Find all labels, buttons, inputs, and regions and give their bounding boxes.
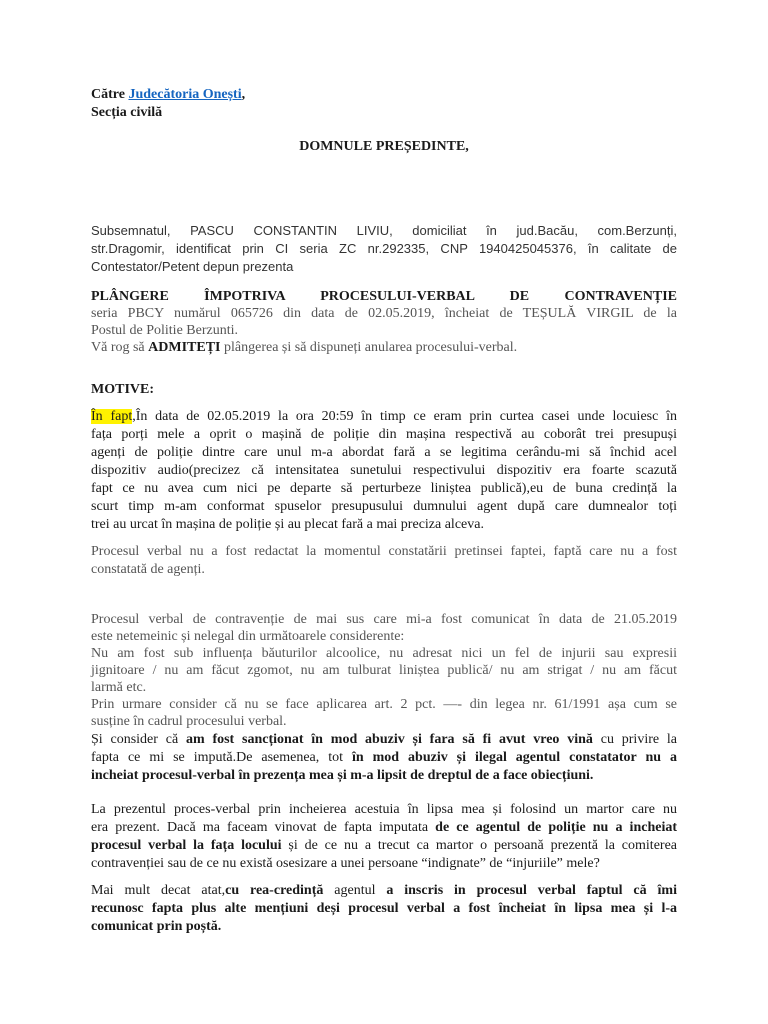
witness-l3-post: și de ce nu a trecut ca martor o persoană prezentă la comiterea: [281, 838, 677, 853]
document-title: DOMNULE PREȘEDINTE,: [299, 139, 469, 154]
unfounded-line-5: larmă etc.: [91, 680, 147, 695]
facts-line-1: [91, 408, 677, 426]
addressee-prefix: Către: [91, 87, 129, 102]
bad-faith-l1-bold1: cu rea-credință: [225, 883, 324, 898]
facts-line-4: dispozitiv audio(precizez că intensitatea sunetului respectivului dispozitiv era foarte scazută: [91, 463, 677, 478]
bad-faith-l1-pre: Mai mult decat atat,: [91, 883, 226, 898]
witness-line-4: contravenției sau de ce nu există osesizare a unei persoane “indignate” de “injuriile” mele?: [91, 856, 600, 871]
facts-line-6: scurt timp m-am conformat spuselor presupusului dumnului agent după care dumnealor toți: [91, 499, 677, 514]
facts-line-2: fața porți mele a oprit o mașină de poliție din mașina respectivă au coborât trei presupuși: [91, 427, 677, 442]
unfounded-line-3: Nu am fost sub influența băuturilor alcoolice, nu adresat nici un fel de injurii sau expresii: [91, 646, 677, 661]
witness-line-1: La prezentul proces-verbal prin incheierea acestuia în lipsa mea și folosind un martor care nu: [91, 802, 677, 817]
witness-l3-bold: procesul verbal la fața locului: [91, 838, 282, 853]
witness-l2-bold: de ce agentul de poliție nu a incheiat: [435, 820, 677, 835]
abusive-line-1: [91, 731, 677, 749]
facts-line-3: agenți de poliție dintre care unul m-a abordat fară a se legitima cerându-mi să închid acel: [91, 445, 677, 460]
facts-line-7: trei au urcat în mașina de poliție și au plecat fară a mai preciza alceva.: [91, 517, 484, 532]
complaint-heading: PLÂNGERE ÎMPOTRIVA PROCESULUI-VERBAL DE CONTRAVENȚIE: [91, 289, 677, 304]
motives-heading: MOTIVE:: [91, 382, 154, 397]
abusive-line-3: incheiat procesul-verbal în prezența mea și m-a lipsit de dreptul de a face obiecțiuni.: [91, 768, 594, 783]
witness-l2-pre: era prezent. Dacă ma faceam vinovat de fapta imputata: [91, 820, 436, 835]
abusive-line-2: [91, 749, 677, 767]
abusive-l2-bold: în mod abuziv și ilegal agentul constatator nu a: [351, 750, 678, 765]
intro-line-1: Subsemnatul, PASCU CONSTANTIN LIVIU, domiciliat în jud.Bacău, com.Berzunți,: [91, 223, 677, 238]
abusive-l1-post: cu privire la: [592, 732, 677, 747]
facts-first-rest: ,În data de 02.05.2019 la ora 20:59 în timp ce eram prin curtea casei unde locuiesc în: [132, 409, 677, 424]
unfounded-line-4: jignitoare / nu am făcut zgomot, nu am tulburat liniștea publică/ nu am strigat / nu am făcut: [91, 663, 677, 678]
request-line: [91, 339, 517, 357]
request-pre: Vă rog să: [91, 340, 149, 355]
unfounded-line-2: este netemeinic și nelegal din următoarele considerente:: [91, 629, 405, 644]
unfounded-line-6: Prin urmare consider că nu se face aplicarea art. 2 pct. —- din legea nr. 61/1991 așa cum se: [91, 697, 677, 712]
bad-faith-line-2: recunosc fapta plus alte mențiuni deși procesul verbal a fost încheiat în lipsa mea și l-a: [91, 901, 677, 916]
addressee-suffix: ,: [241, 87, 246, 102]
facts-highlight: În fapt: [91, 409, 133, 424]
not-drafted-line-2: constatată de agenți.: [91, 562, 205, 577]
court-link[interactable]: Judecătoria Onești: [128, 87, 242, 102]
bad-faith-l1-bold2: a inscris in procesul verbal faptul că îmi: [386, 883, 677, 898]
witness-line-2: [91, 819, 677, 837]
witness-line-3: [91, 837, 677, 855]
not-drafted-line-1: Procesul verbal nu a fost redactat la momentul constatării pretinsei faptei, faptă care nu a fost: [91, 544, 677, 559]
addressee-line: [91, 86, 245, 104]
section-line: Secția civilă: [91, 105, 163, 120]
intro-line-2: str.Dragomir, identificat prin CI seria ZC nr.292335, CNP 1940425045376, în calitate de: [91, 241, 677, 256]
bad-faith-l1-mid: agentul: [323, 883, 387, 898]
facts-line-5: fapt ce nu avea cum nici pe departe să perturbeze liniștea publică),eu de buna credință la: [91, 481, 677, 496]
abusive-l2-pre: fapta ce mi se impută.De asemenea, tot: [91, 750, 352, 765]
request-post: plângerea și să dispuneți anularea procesului-verbal.: [220, 340, 518, 355]
bad-faith-line-1: [91, 882, 677, 900]
unfounded-line-1: Procesul verbal de contravenție de mai sus care mi-a fost comunicat în data de 21.05.2019: [91, 612, 677, 627]
unfounded-line-7: susține în cadrul procesului verbal.: [91, 714, 287, 729]
intro-line-3: Contestator/Petent depun prezenta: [91, 259, 294, 274]
abusive-l1-bold: am fost sancționat în mod abuziv și fara să fi avut vreo vină: [185, 732, 593, 747]
request-bold: ADMITEȚI: [148, 340, 221, 355]
complaint-line-3: Postul de Politie Berzunti.: [91, 323, 238, 338]
abusive-l1-pre: Și consider că: [91, 732, 186, 747]
complaint-line-2: seria PBCY numărul 065726 din data de 02.05.2019, încheiat de TEȘULĂ VIRGIL de la: [91, 306, 677, 321]
bad-faith-line-3: comunicat prin poștă.: [91, 919, 222, 934]
